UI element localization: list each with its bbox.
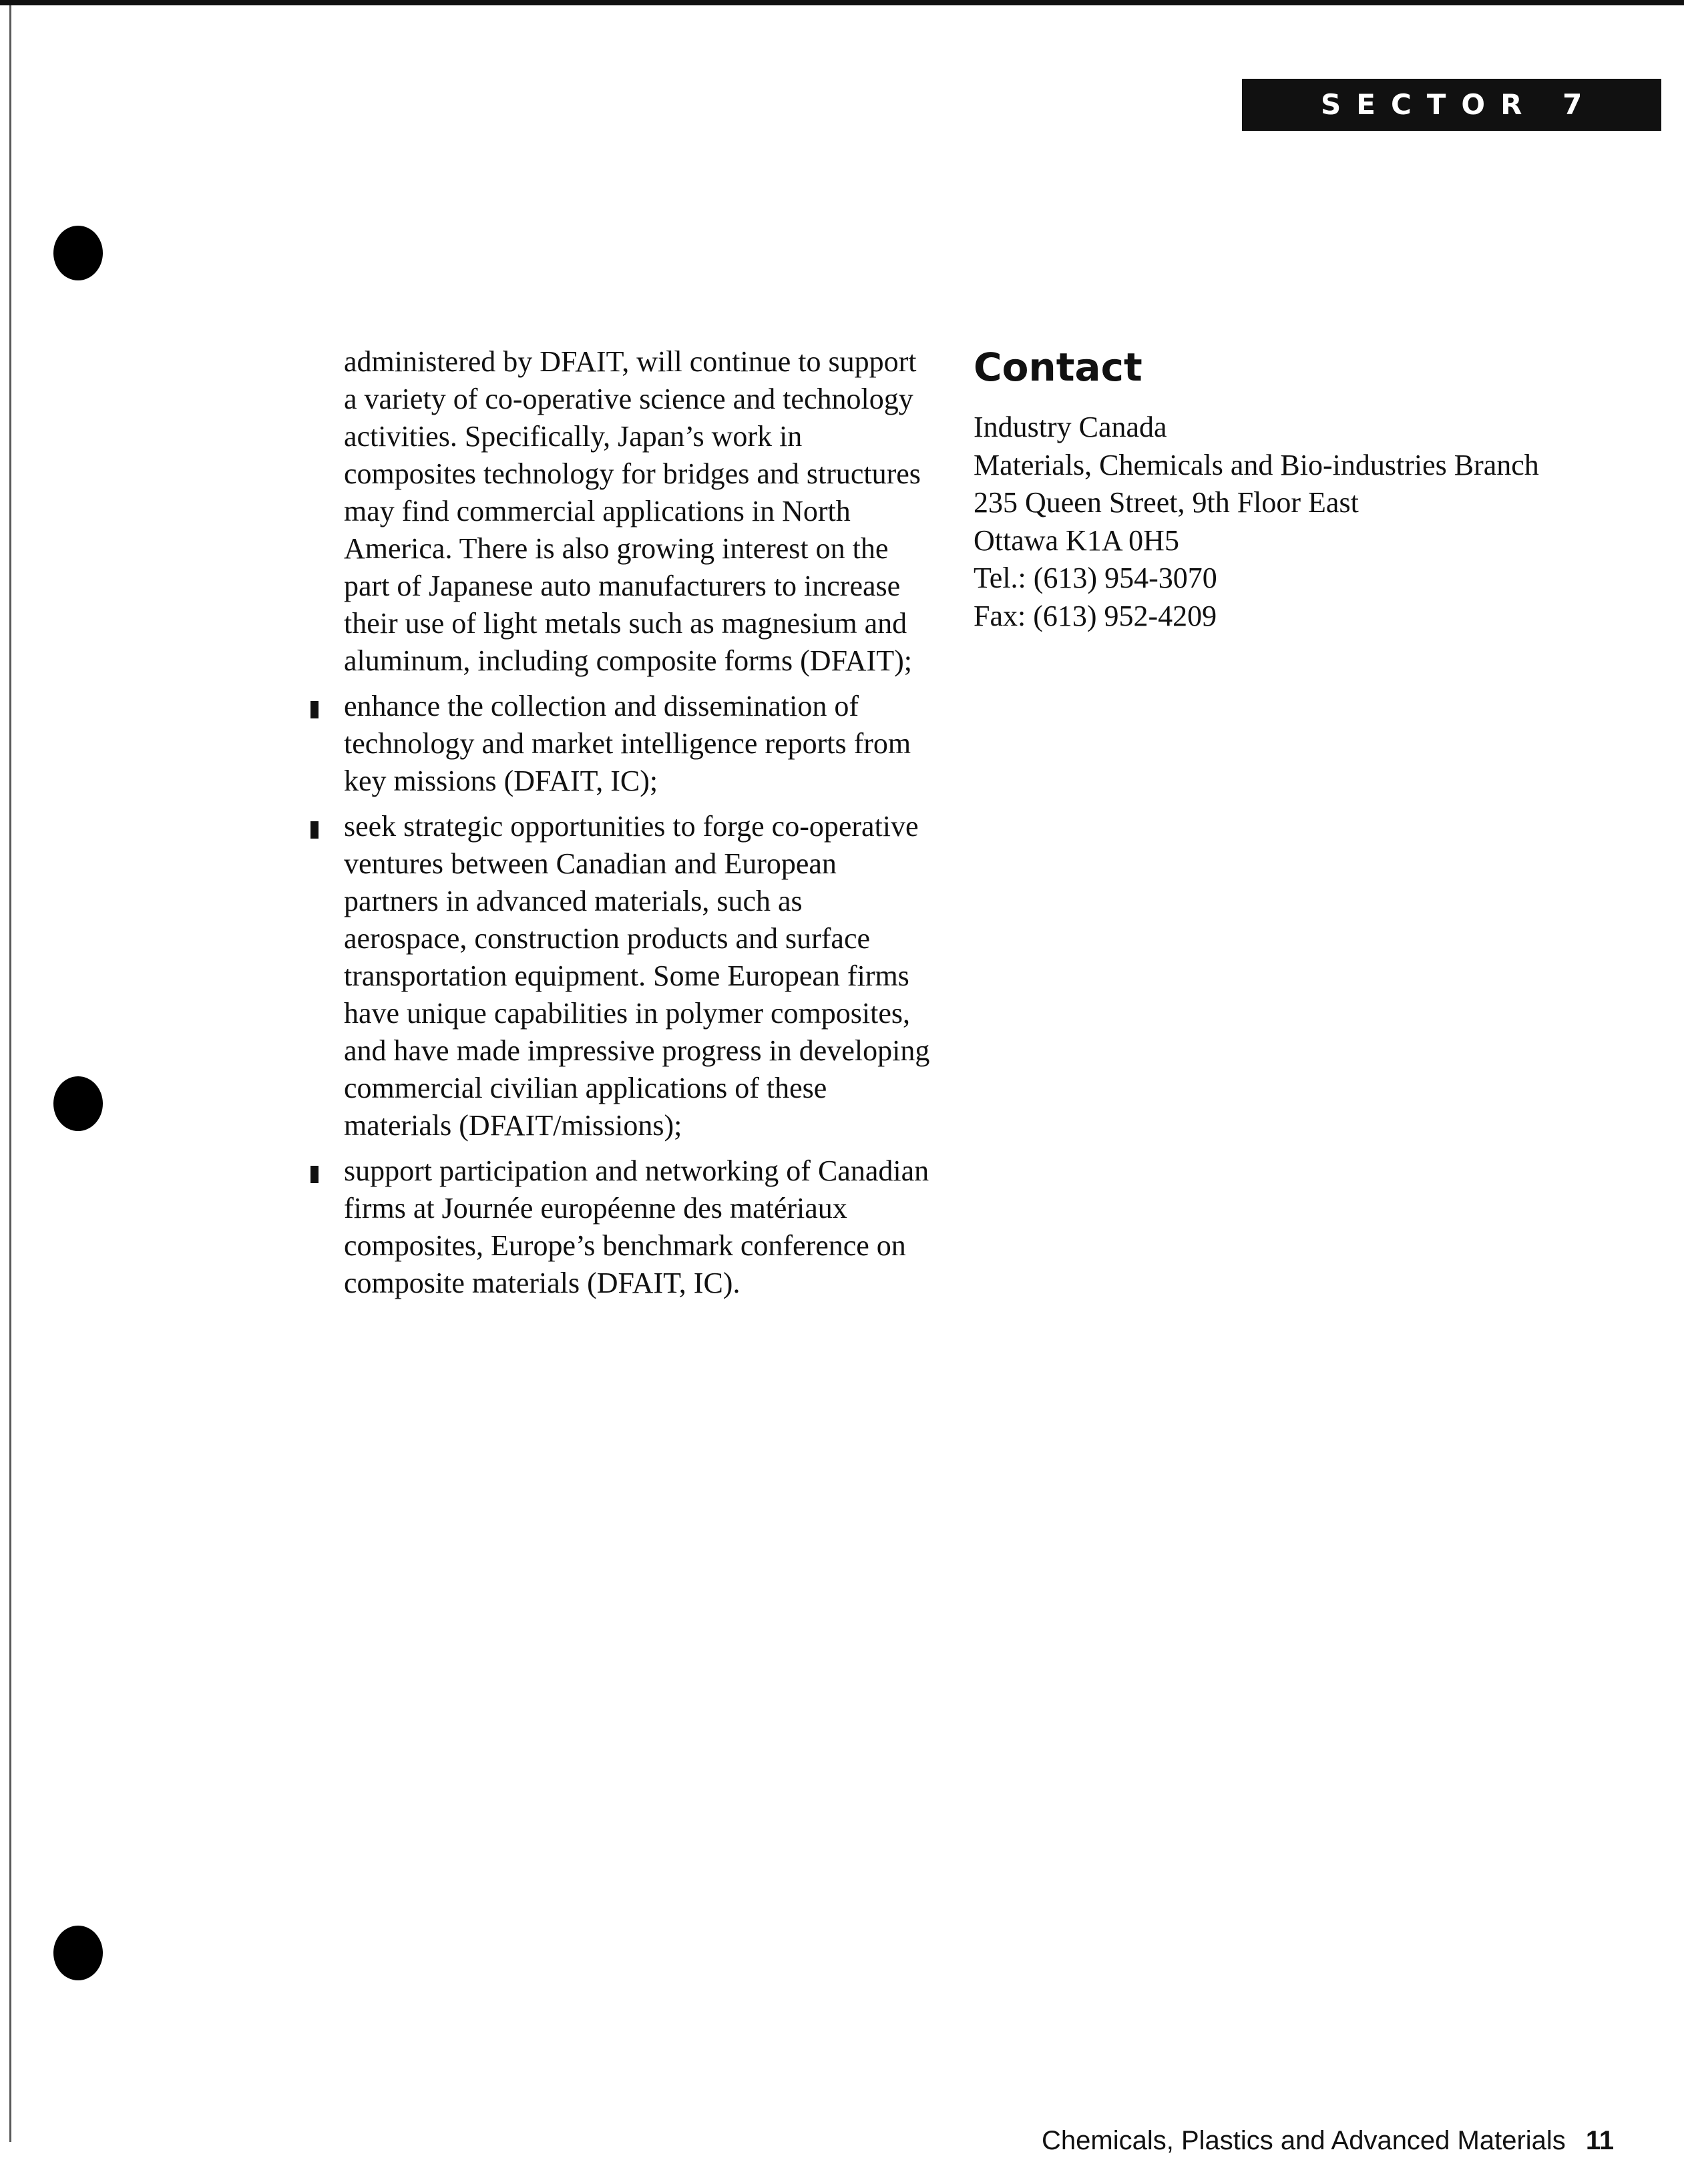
- sector-tab: SECTOR 7: [1242, 79, 1661, 131]
- continuation-paragraph: administered by DFAIT, will continue to support a variety of co-operative science and technology activities. Specifically, Japan’s work in composites technology for bridges and structures may find commercial applications in North America. There is also growing interest on the part of Japanese auto manufacturers to increase their use of light metals such as magnesium and aluminum, including composite forms (DFAIT);: [344, 345, 921, 677]
- contact-city-postal: Ottawa K1A 0H5: [974, 523, 1179, 557]
- bullet-marker: [310, 701, 319, 718]
- bullet-marker: [310, 1166, 319, 1183]
- contact-branch: Materials, Chemicals and Bio-industries Branch: [974, 448, 1539, 481]
- top-border-rule: [0, 0, 1684, 5]
- bullet-text: seek strategic opportunities to forge co-operative ventures between Canadian and European partners in advanced materials, such as aerospace, construction products and surface transportation equipment. Some European firms have unique capabilities in polymer composites, and have made impressive progress in developing commercial civilian applications of these materials (DFAIT/missions);: [344, 810, 930, 1142]
- bullet-item: [344, 688, 931, 800]
- bullet-marker: [310, 821, 319, 839]
- footer-title: Chemicals, Plastics and Advanced Materials: [1042, 2126, 1566, 2155]
- binder-hole: [53, 1076, 103, 1131]
- page-number: 11: [1585, 2126, 1615, 2155]
- contact-street-address: 235 Queen Street, 9th Floor East: [974, 486, 1359, 519]
- bullet-item: [344, 808, 931, 1144]
- main-text-column: [344, 343, 931, 1302]
- bullet-text: support participation and networking of Canadian firms at Journée européenne des matériaux composites, Europe’s benchmark conference on composite materials (DFAIT, IC).: [344, 1154, 929, 1299]
- left-border-rule: [9, 5, 11, 2142]
- bullet-item: [344, 1152, 931, 1302]
- contact-organization: Industry Canada: [974, 411, 1167, 443]
- contact-heading: Contact: [974, 345, 1142, 390]
- contact-section: [974, 341, 1641, 635]
- page-footer: [1042, 2121, 1643, 2161]
- contact-telephone: Tel.: (613) 954-3070: [974, 562, 1217, 594]
- binder-hole: [53, 1926, 103, 1980]
- binder-hole: [53, 226, 103, 280]
- contact-fax: Fax: (613) 952-4209: [974, 599, 1217, 632]
- bullet-text: enhance the collection and dissemination of technology and market intelligence reports from key missions (DFAIT, IC);: [344, 690, 911, 797]
